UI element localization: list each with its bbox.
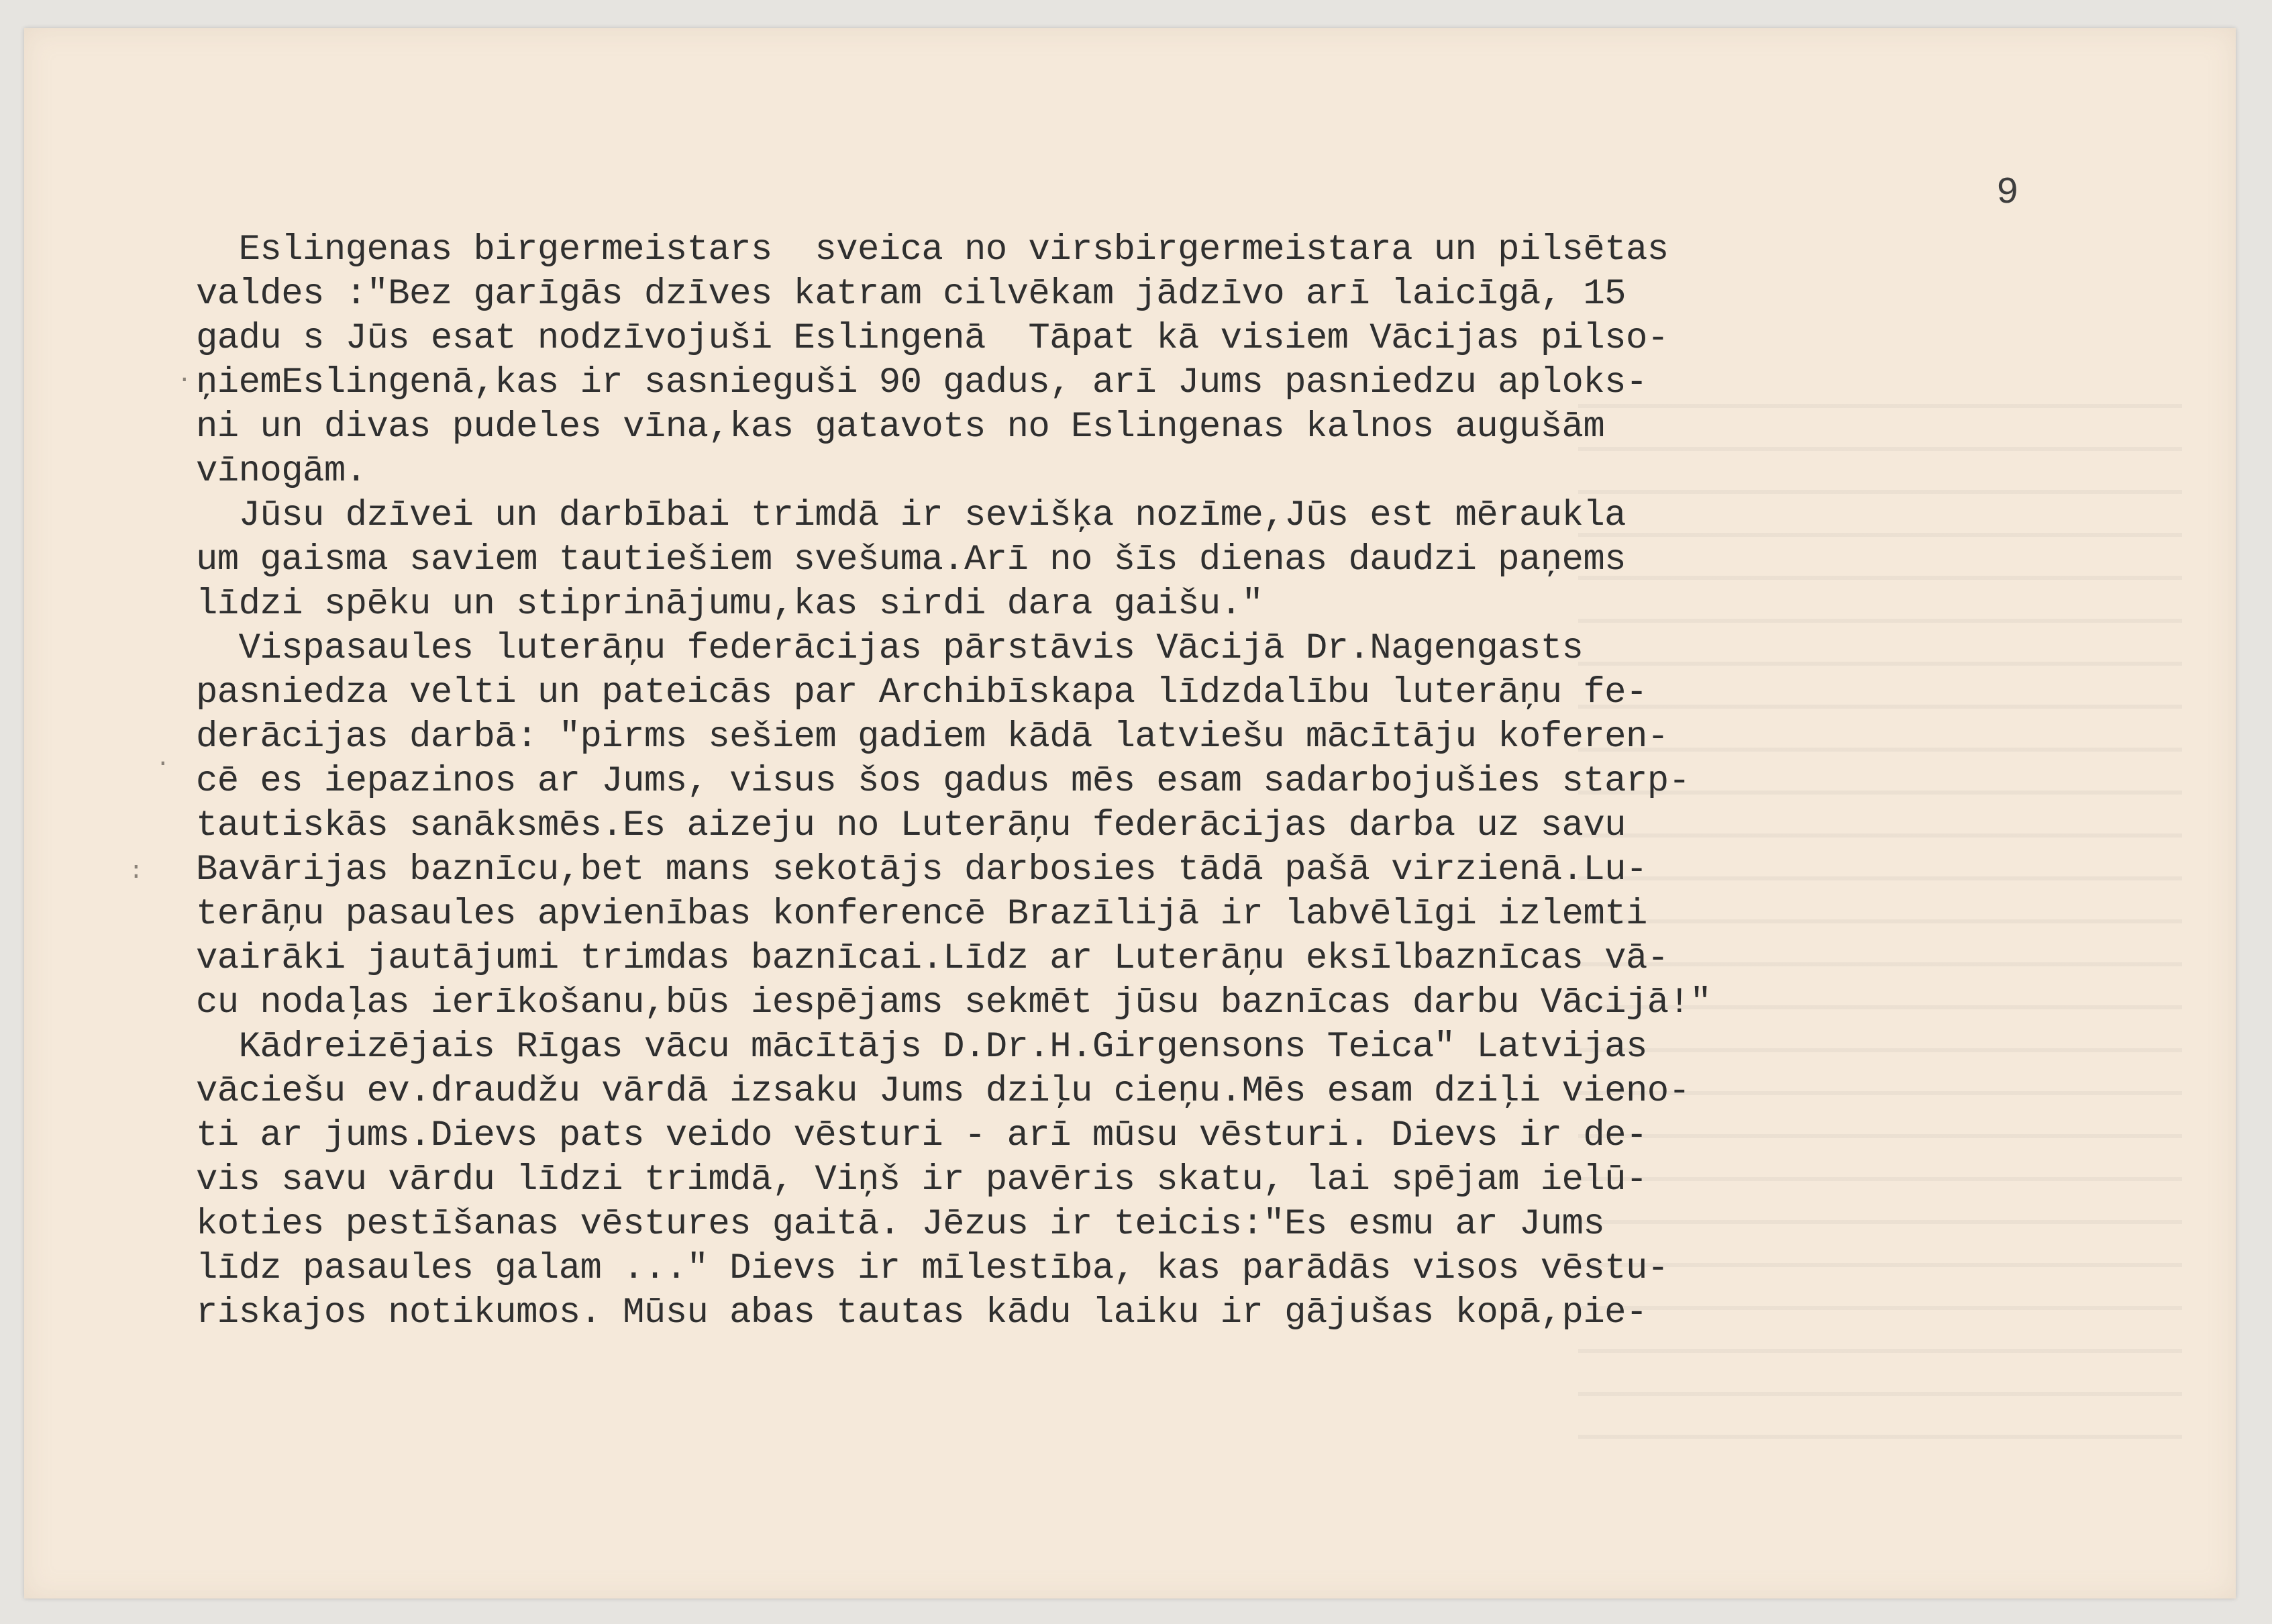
text-line: Kādreizējais Rīgas vācu mācītājs D.Dr.H.Girgensons Teica" Latvijas <box>196 1027 1647 1068</box>
text-line: koties pestīšanas vēstures gaitā. Jēzus ir teicis:"Es esmu ar Jums <box>196 1204 1605 1245</box>
margin-dot: : <box>129 858 144 885</box>
text-line: līdz pasaules galam ..." Dievs ir mīlestība, kas parādās visos vēstu- <box>196 1248 1669 1289</box>
text-line: Bavārijas baznīcu,bet mans sekotājs darbosies tādā pašā virzienā.Lu- <box>196 850 1647 891</box>
text-line: gadu s Jūs esat nodzīvojuši Eslingenā Tāpat kā visiem Vācijas pilso- <box>196 318 1669 359</box>
margin-dot: . <box>177 361 192 389</box>
text-line: um gaisma saviem tautiešiem svešuma.Arī no šīs dienas daudzi paņems <box>196 540 1626 580</box>
page-number: 9 <box>1996 171 2019 214</box>
text-line: ņiemEslingenā,kas ir sasnieguši 90 gadus, arī Jums pasniedzu aploks- <box>196 362 1647 403</box>
text-line: Jūsu dzīvei un darbībai trimdā ir sevišķa nozīme,Jūs est mēraukla <box>196 495 1626 536</box>
text-line: ti ar jums.Dievs pats veido vēsturi - arī mūsu vēsturi. Dievs ir de- <box>196 1115 1647 1156</box>
text-line: vāciešu ev.draudžu vārdā izsaku Jums dziļu cieņu.Mēs esam dziļi vieno- <box>196 1071 1690 1112</box>
text-line: valdes :"Bez garīgās dzīves katram cilvēkam jādzīvo arī laicīgā, 15 <box>196 274 1626 315</box>
text-line: Vispasaules luterāņu federācijas pārstāvis Vācijā Dr.Nagengasts <box>196 628 1584 669</box>
text-line: Eslingenas birgermeistars sveica no virsbirgermeistara un pilsētas <box>196 230 1669 270</box>
text-line: derācijas darbā: "pirms sešiem gadiem kādā latviešu mācītāju koferen- <box>196 717 1669 758</box>
text-line: ni un divas pudeles vīna,kas gatavots no Eslingenas kalnos augušām <box>196 407 1605 448</box>
text-line: vairāki jautājumi trimdas baznīcai.Līdz ar Luterāņu eksīlbaznīcas vā- <box>196 938 1669 979</box>
text-line: terāņu pasaules apvienības konferencē Brazīlijā ir labvēlīgi izlemti <box>196 894 1647 935</box>
text-line: riskajos notikumos. Mūsu abas tautas kādu laiku ir gājušas kopā,pie- <box>196 1292 1647 1333</box>
margin-dot: . <box>156 745 170 772</box>
text-line: cu nodaļas ierīkošanu,būs iespējams sekmēt jūsu baznīcas darbu Vācijā!" <box>196 982 1712 1023</box>
text-line: vis savu vārdu līdzi trimdā, Viņš ir pavēris skatu, lai spējam ielū- <box>196 1160 1647 1201</box>
text-line: pasniedza velti un pateicās par Archibīskapa līdzdalību luterāņu fe- <box>196 672 1647 713</box>
text-line: cē es iepazinos ar Jums, visus šos gadus mēs esam sadarbojušies starp- <box>196 761 1690 802</box>
typewritten-text-body <box>196 228 2128 1335</box>
text-line: līdzi spēku un stiprinājumu,kas sirdi dara gaišu." <box>196 584 1263 625</box>
text-line: vīnogām. <box>196 451 367 492</box>
text-line: tautiskās sanāksmēs.Es aizeju no Luterāņu federācijas darba uz savu <box>196 805 1626 846</box>
